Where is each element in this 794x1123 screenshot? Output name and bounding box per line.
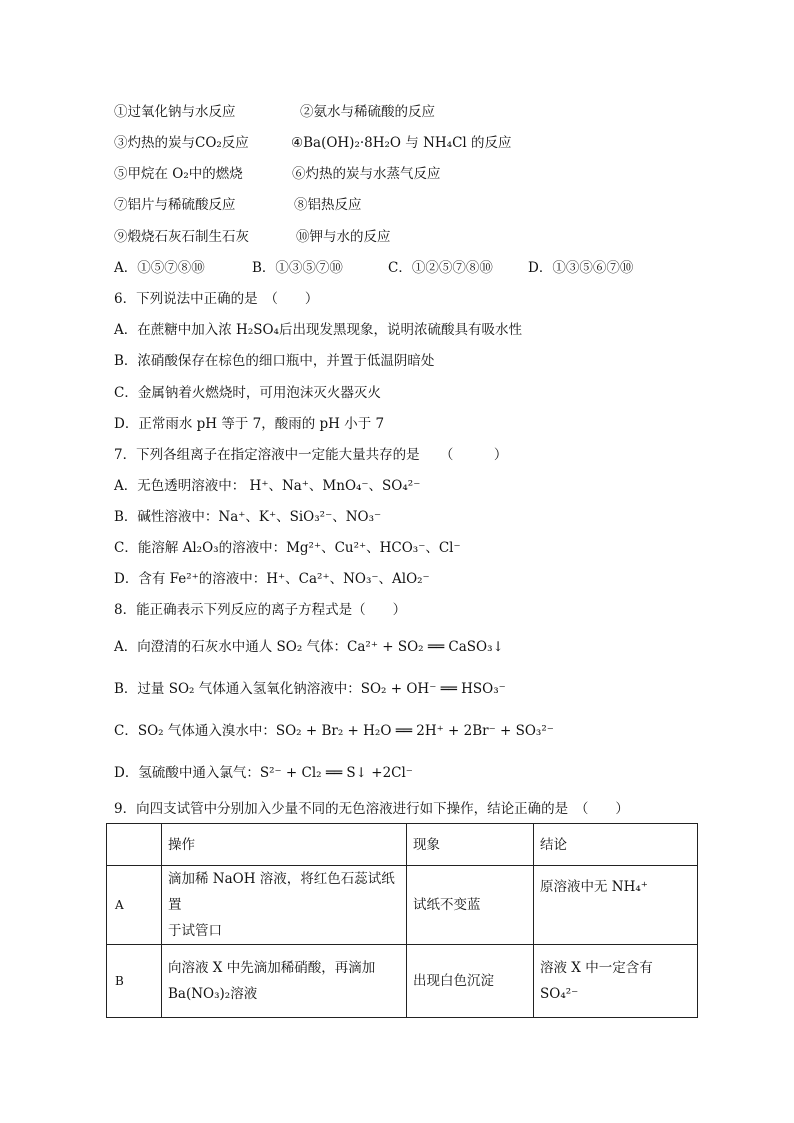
reaction-4: ④Ba(OH)₂·8H₂O 与 NH₄Cl 的反应 [291, 135, 512, 151]
reaction-10: ⑩钾与水的反应 [296, 229, 391, 245]
table-row [107, 945, 698, 1018]
reaction-6: ⑥灼热的炭与水蒸气反应 [292, 166, 441, 182]
q6-option-a: A．在蔗糖中加入浓 H₂SO₄后出现发黑现象，说明浓硫酸具有吸水性 [114, 322, 522, 338]
q8-option-a: A．向澄清的石灰水中通人 SO₂ 气体：Ca²⁺ + SO₂ ══ CaSO₃↓ [114, 639, 504, 655]
q7-option-a: A．无色透明溶液中： H⁺、Na⁺、MnO₄⁻、SO₄²⁻ [114, 478, 421, 494]
operation-cell [162, 945, 407, 1018]
q8-option-b: B．过量 SO₂ 气体通入氢氧化钠溶液中：SO₂ + OH⁻ ══ HSO₃⁻ [114, 681, 506, 697]
phenomenon-cell: 试纸不变蓝 [407, 866, 534, 945]
reaction-3: ③灼热的炭与CO₂反应 [114, 135, 249, 151]
operation-line-2: 于试管口 [168, 923, 222, 939]
row-label: B [107, 945, 162, 1018]
q7-option-b: B．碱性溶液中：Na⁺、K⁺、SiO₃²⁻、NO₃⁻ [114, 509, 382, 525]
table-header-row [107, 824, 698, 866]
reaction-1: ①过氧化钠与水反应 [114, 104, 236, 120]
reaction-7: ⑦铝片与稀硫酸反应 [114, 197, 236, 213]
q6-stem: 6．下列说法中正确的是 （ ） [114, 291, 319, 307]
reaction-8: ⑧铝热反应 [294, 197, 362, 213]
q5-option-c: C．①②⑤⑦⑧⑩ [388, 260, 493, 276]
q7-option-d: D．含有 Fe²⁺的溶液中：H⁺、Ca²⁺、NO₃⁻、AlO₂⁻ [114, 571, 430, 587]
operation-line-1: 向溶液 X 中先滴加稀硝酸，再滴加 [168, 960, 376, 976]
conclusion-cell: 原溶液中无 NH₄⁺ [534, 866, 698, 945]
reaction-row-2 [114, 134, 512, 152]
q9-table [106, 823, 698, 1018]
reaction-row-3 [114, 165, 441, 183]
phenomenon-cell: 出现白色沉淀 [407, 945, 534, 1018]
q5-options [114, 259, 633, 277]
q8-option-d: D．氢硫酸中通入氯气：S²⁻ + Cl₂ ══ S↓ +2Cl⁻ [114, 765, 413, 781]
q7-stem: 7．下列各组离子在指定溶液中一定能大量共存的是 （ ） [114, 447, 508, 463]
header-cell-operation: 操作 [162, 824, 407, 866]
reaction-2: ②氨水与稀硫酸的反应 [300, 104, 435, 120]
q9-stem: 9．向四支试管中分别加入少量不同的无色溶液进行如下操作，结论正确的是 （ ） [114, 801, 629, 817]
row-label: A [107, 866, 162, 945]
reaction-5: ⑤甲烷在 O₂中的燃烧 [114, 166, 243, 182]
operation-line-2: Ba(NO₃)₂溶液 [168, 986, 258, 1002]
q5-option-b: B．①③⑤⑦⑩ [252, 260, 343, 276]
q8-stem: 8．能正确表示下列反应的离子方程式是（ ） [114, 602, 407, 618]
q8-option-c: C．SO₂ 气体通入溴水中：SO₂ + Br₂ + H₂O ══ 2H⁺ + 2Br⁻ + SO₃²⁻ [114, 723, 554, 739]
q6-option-d: D．正常雨水 pH 等于 7，酸雨的 pH 小于 7 [114, 416, 385, 432]
reaction-row-5 [114, 228, 391, 246]
reaction-row-1 [114, 103, 435, 121]
operation-cell [162, 866, 407, 945]
table-row [107, 866, 698, 945]
header-cell-phenomenon: 现象 [407, 824, 534, 866]
header-cell-blank [107, 824, 162, 866]
conclusion-cell: 溶液 X 中一定含有 SO₄²⁻ [534, 945, 698, 1018]
operation-line-1: 滴加稀 NaOH 溶液，将红色石蕊试纸置 [168, 871, 395, 913]
q6-option-c: C．金属钠着火燃烧时，可用泡沫灭火器灭火 [114, 385, 381, 401]
q5-option-a: A．①⑤⑦⑧⑩ [114, 260, 205, 276]
header-cell-conclusion: 结论 [534, 824, 698, 866]
q6-option-b: B．浓硝酸保存在棕色的细口瓶中，并置于低温阴暗处 [114, 353, 435, 369]
reaction-row-4 [114, 196, 362, 214]
q5-option-d: D．①③⑤⑥⑦⑩ [528, 260, 634, 276]
q7-option-c: C．能溶解 Al₂O₃的溶液中：Mg²⁺、Cu²⁺、HCO₃⁻、Cl⁻ [114, 540, 461, 556]
reaction-9: ⑨煅烧石灰石制生石灰 [114, 229, 249, 245]
